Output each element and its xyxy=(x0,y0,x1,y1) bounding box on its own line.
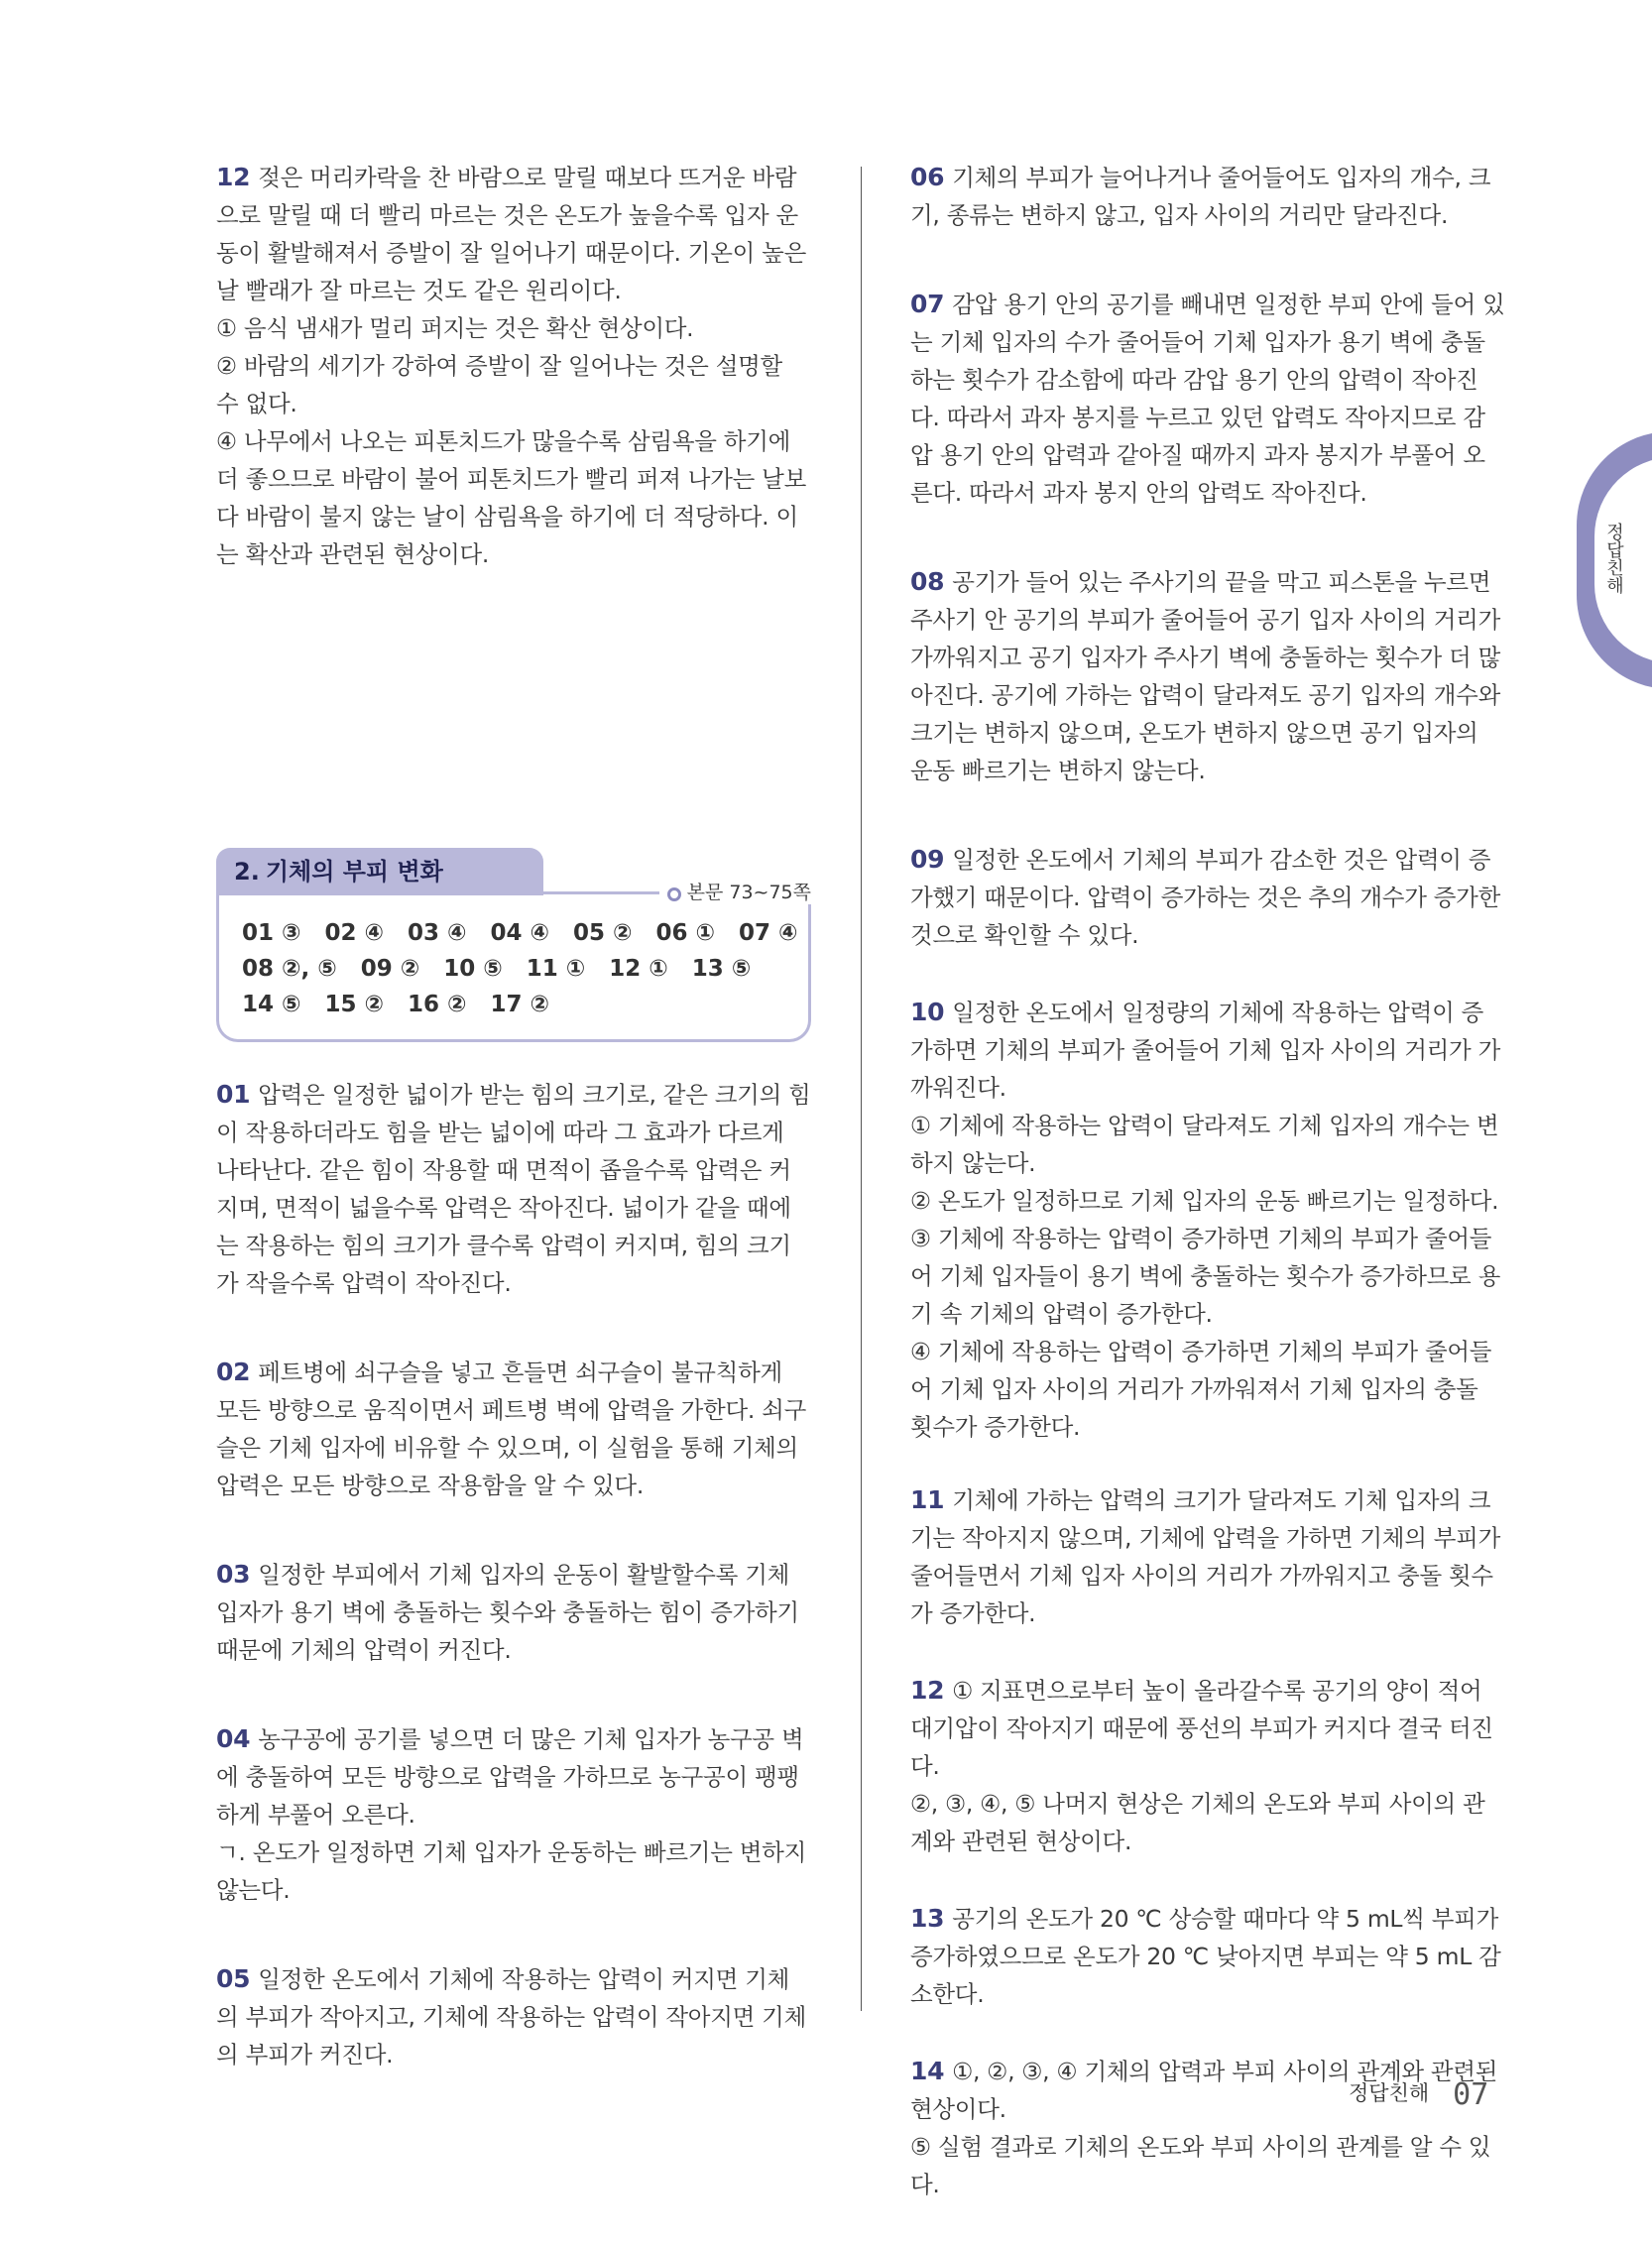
page-reference: 본문 73~75쪽 xyxy=(659,878,811,904)
answer-06 xyxy=(910,159,1505,234)
answer-11 xyxy=(910,1481,1505,1632)
circle-bullet-icon xyxy=(667,887,681,901)
answer-key-box xyxy=(216,848,811,1042)
answer-number: 08 xyxy=(910,567,945,596)
answer-text: 일정한 온도에서 기체의 부피가 감소한 것은 압력이 증가했기 때문이다. 압력이 증가하는 것은 추의 개수가 증가한 것으로 확인할 수 있다. xyxy=(910,846,1500,949)
answer-05 xyxy=(216,1960,811,2073)
answer-12-left xyxy=(216,159,811,573)
section-number: 2. xyxy=(234,858,260,886)
answer-text: ④ 나무에서 나오는 피톤치드가 많을수록 삼림욕을 하기에 더 좋으므로 바람이 불어 피톤치드가 빨리 퍼져 나가는 날보다 바람이 불지 않는 날이 삼림욕을 하기에 더 적당하다. 이는 확산과 관련된 현상이다. xyxy=(216,427,806,568)
answer-03 xyxy=(216,1556,811,1669)
answer-number: 05 xyxy=(216,1964,251,1993)
answer-text: ② 온도가 일정하므로 기체 입자의 운동 빠르기는 일정하다. xyxy=(910,1187,1499,1215)
answer-text: 젖은 머리카락을 찬 바람으로 말릴 때보다 뜨거운 바람으로 말릴 때 더 빨리 마르는 것은 온도가 높을수록 입자 운동이 활발해져서 증발이 잘 일어나기 때문이다. 기온이 높은 날 빨래가 잘 마르는 것도 같은 원리이다. xyxy=(216,164,806,304)
answer-text: 감압 용기 안의 공기를 빼내면 일정한 부피 안에 들어 있는 기체 입자의 수가 줄어들어 기체 입자가 용기 벽에 충돌하는 횟수가 감소함에 따라 감압 용기 안의 압력이 작아진다. 따라서 과자 봉지를 누르고 있던 압력도 작아지므로 감압 용기 안의 압력과 같아질 때까지 과자 봉지가 부풀어 오른다. 따라서 과자 봉지 안의 압력도 작아진다. xyxy=(910,291,1505,507)
answer-text: 일정한 부피에서 기체 입자의 운동이 활발할수록 기체 입자가 용기 벽에 충돌하는 횟수와 충돌하는 힘이 증가하기 때문에 기체의 압력이 커진다. xyxy=(216,1561,799,1664)
answer-key-item: 09 ② xyxy=(360,956,420,982)
answer-key-row xyxy=(242,987,822,1022)
answer-text: ① 음식 냄새가 멀리 퍼지는 것은 확산 현상이다. xyxy=(216,314,694,342)
answer-key-item: 05 ② xyxy=(573,920,633,946)
answer-01 xyxy=(216,1076,811,1302)
answer-number: 12 xyxy=(910,1676,945,1705)
answer-04 xyxy=(216,1720,811,1909)
answer-key-item: 15 ② xyxy=(324,992,384,1017)
answer-13 xyxy=(910,1900,1505,2013)
answer-number: 01 xyxy=(216,1080,251,1109)
answer-02 xyxy=(216,1354,811,1504)
answer-text: 농구공에 공기를 넣으면 더 많은 기체 입자가 농구공 벽에 충돌하여 모든 방향으로 압력을 가하므로 농구공이 팽팽하게 부풀어 오른다. xyxy=(216,1725,804,1829)
answer-number: 03 xyxy=(216,1560,251,1589)
answer-key-item: 13 ⑤ xyxy=(691,956,752,982)
answer-text: 일정한 온도에서 기체에 작용하는 압력이 커지면 기체의 부피가 작아지고, 기체에 작용하는 압력이 작아지면 기체의 부피가 커진다. xyxy=(216,1965,806,2068)
answer-text: 기체의 부피가 늘어나거나 줄어들어도 입자의 개수, 크기, 종류는 변하지 않고, 입자 사이의 거리만 달라진다. xyxy=(910,164,1491,229)
answer-number: 02 xyxy=(216,1358,251,1386)
answer-text: ④ 기체에 작용하는 압력이 증가하면 기체의 부피가 줄어들어 기체 입자 사이의 거리가 가까워져서 기체 입자의 충돌 횟수가 증가한다. xyxy=(910,1338,1492,1441)
answer-key-item: 02 ④ xyxy=(324,920,384,946)
answer-text: ① 지표면으로부터 높이 올라갈수록 공기의 양이 적어 대기압이 작아지기 때문에 풍선의 부피가 커지다 결국 터진다. xyxy=(910,1677,1493,1780)
answer-text: ① 기체에 작용하는 압력이 달라져도 기체 입자의 개수는 변하지 않는다. xyxy=(910,1112,1499,1177)
answer-text: 기체에 가하는 압력의 크기가 달라져도 기체 입자의 크기는 작아지지 않으며, 기체에 압력을 가하면 기체의 부피가 줄어들면서 기체 입자 사이의 거리가 가까워지고 충돌 횟수가 증가한다. xyxy=(910,1486,1500,1627)
answer-key-row xyxy=(242,915,822,951)
column-divider xyxy=(861,167,862,2011)
answer-key-item: 12 ① xyxy=(609,956,668,982)
left-column-bottom xyxy=(216,1076,811,2073)
left-column xyxy=(216,159,811,573)
answer-key-row xyxy=(242,951,822,987)
answer-key-item: 14 ⑤ xyxy=(242,992,301,1017)
answer-key-item: 06 ① xyxy=(655,920,715,946)
section-title: 기체의 부피 변화 xyxy=(265,858,443,886)
answer-08 xyxy=(910,563,1505,789)
answer-key-item: 01 ③ xyxy=(242,920,301,946)
answer-number: 09 xyxy=(910,845,945,874)
answer-text: ② 바람의 세기가 강하여 증발이 잘 일어나는 것은 설명할 수 없다. xyxy=(216,352,782,417)
answer-number: 12 xyxy=(216,163,251,191)
answer-text: 공기의 온도가 20 ℃ 상승할 때마다 약 5 mL씩 부피가 증가하였으므로 온도가 20 ℃ 낮아지면 부피는 약 5 mL 감소한다. xyxy=(910,1905,1501,2008)
answer-10 xyxy=(910,994,1505,1446)
answer-text: 공기가 들어 있는 주사기의 끝을 막고 피스톤을 누르면 주사기 안 공기의 부피가 줄어들어 공기 입자 사이의 거리가 가까워지고 공기 입자가 주사기 벽에 충돌하는 횟수가 더 많아진다. 공기에 가하는 압력이 달라져도 공기 입자의 개수와 크기는 변하지 않으며, 온도가 변하지 않으면 공기 입자의 운동 빠르기는 변하지 않는다. xyxy=(910,568,1500,784)
answer-text: ①, ②, ③, ④ 기체의 압력과 부피 사이의 관계와 관련된 현상이다. xyxy=(910,2058,1498,2123)
answer-key-item: 07 ④ xyxy=(739,920,798,946)
answer-text: ㄱ. 온도가 일정하면 기체 입자가 운동하는 빠르기는 변하지 않는다. xyxy=(216,1838,806,1904)
answer-text: ⑤ 실험 결과로 기체의 온도와 부피 사이의 관계를 알 수 있다. xyxy=(910,2133,1491,2198)
answer-number: 13 xyxy=(910,1904,945,1933)
answer-key-item: 08 ②, ⑤ xyxy=(242,956,337,982)
answer-07 xyxy=(910,286,1505,512)
answer-number: 11 xyxy=(910,1485,945,1514)
answer-key-item: 17 ② xyxy=(490,992,549,1017)
footer-title: 정답친해 xyxy=(1349,2081,1430,2105)
answer-number: 04 xyxy=(216,1724,251,1753)
page-number: 07 xyxy=(1453,2077,1489,2112)
answer-key-list xyxy=(242,915,822,1022)
section-header xyxy=(216,848,543,895)
answer-text: ②, ③, ④, ⑤ 나머지 현상은 기체의 온도와 부피 사이의 관계와 관련된 현상이다. xyxy=(910,1790,1485,1855)
page-footer xyxy=(1349,2077,1507,2112)
answer-text: 일정한 온도에서 일정량의 기체에 작용하는 압력이 증가하면 기체의 부피가 줄어들어 기체 입자 사이의 거리가 가까워진다. xyxy=(910,999,1500,1102)
answer-14 xyxy=(910,2053,1505,2203)
side-tab-label: 정답친해 xyxy=(1603,523,1624,594)
answer-key-item: 16 ② xyxy=(408,992,467,1017)
answer-number: 10 xyxy=(910,998,945,1026)
answer-key-item: 10 ⑤ xyxy=(443,956,503,982)
answer-key-item: 11 ① xyxy=(526,956,586,982)
answer-12-right xyxy=(910,1672,1505,1860)
answer-key-item: 03 ④ xyxy=(408,920,467,946)
right-column xyxy=(910,159,1505,2203)
answer-key-item: 04 ④ xyxy=(490,920,549,946)
answer-text: 압력은 일정한 넓이가 받는 힘의 크기로, 같은 크기의 힘이 작용하더라도 힘을 받는 넓이에 따라 그 효과가 다르게 나타난다. 같은 힘이 작용할 때 면적이 좁을수록 압력은 커지며, 면적이 넓을수록 압력은 작아진다. 넓이가 같을 때에는 작용하는 힘의 크기가 클수록 압력이 커지며, 힘의 크기가 작을수록 압력이 작아진다. xyxy=(216,1081,811,1297)
answer-number: 14 xyxy=(910,2057,945,2085)
answer-text: ③ 기체에 작용하는 압력이 증가하면 기체의 부피가 줄어들어 기체 입자들이 용기 벽에 충돌하는 횟수가 증가하므로 용기 속 기체의 압력이 증가한다. xyxy=(910,1225,1500,1328)
answer-09 xyxy=(910,841,1505,954)
answer-text: 페트병에 쇠구슬을 넣고 흔들면 쇠구슬이 불규칙하게 모든 방향으로 움직이면서 페트병 벽에 압력을 가한다. 쇠구슬은 기체 입자에 비유할 수 있으며, 이 실험을 통해 기체의 압력은 모든 방향으로 작용함을 알 수 있다. xyxy=(216,1359,806,1499)
side-tab xyxy=(1577,431,1652,689)
answer-number: 07 xyxy=(910,290,945,318)
answer-number: 06 xyxy=(910,163,945,191)
